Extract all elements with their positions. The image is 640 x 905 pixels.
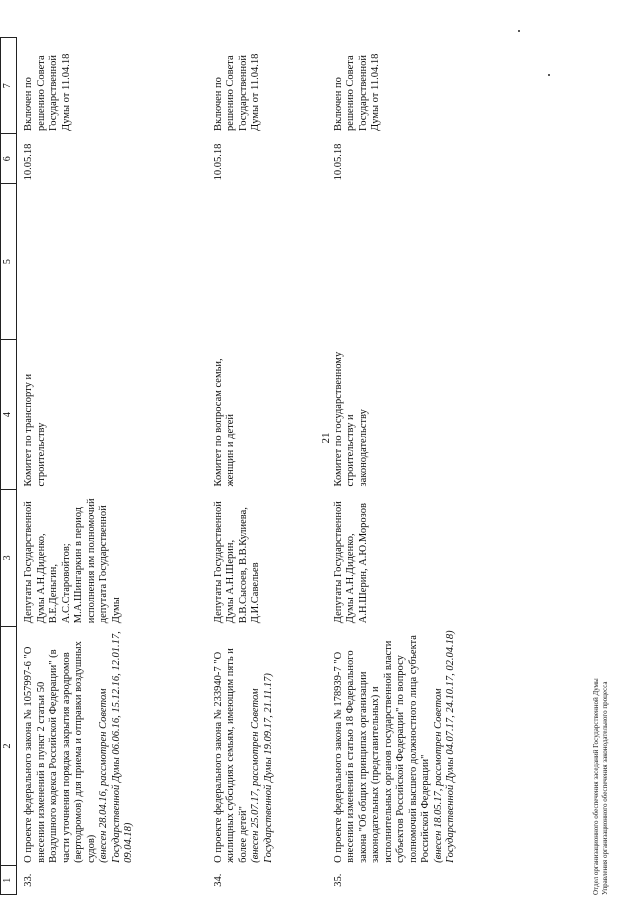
bill-committee: Комитет по вопросам семьи, женщин и детей xyxy=(212,358,236,487)
footer xyxy=(592,335,610,895)
table-row xyxy=(207,38,327,895)
rotated-page xyxy=(0,29,610,905)
bill-note: (внесен 25.07.17, рассмотрен Советом Государственной Думы 19.09.17, 21.11.17) xyxy=(250,673,274,863)
bill-authors: Депутаты Государственной Думы А.Н.Диденко, В.Е.Деньгин, А.С.Старовойтов; М.А.Шингаркин в период исполнения им полномочий депутата Государственной Думы xyxy=(23,498,122,624)
bill-date: 10.05.18 xyxy=(23,143,34,181)
header-col-5: 5 xyxy=(1,183,17,339)
bill-note: (внесен 18.05.17, рассмотрен Советом Государственной Думы 04.07.17, 24.10.17, 02.04.18) xyxy=(432,630,456,863)
bill-status: Включен по решению Совета Государственной Думы от 11.04.18 xyxy=(23,53,72,131)
page-number: 21 xyxy=(320,432,332,444)
bill-status: Включен по решению Совета Государственной Думы от 11.04.18 xyxy=(212,53,261,131)
table-row xyxy=(327,38,507,895)
row-number: 34. xyxy=(212,873,224,887)
bill-committee: Комитет по транспорту и строительству xyxy=(23,373,47,487)
header-col-1: 1 xyxy=(1,866,17,895)
bill-title: О проекте федерального закона № 233940-7 "О жилищных субсидиях семьям, имеющим пять и более детей" xyxy=(212,648,249,863)
bill-authors: Депутаты Государственной Думы А.Н.Диденко, А.Н.Шерин, А.Ю.Морозов xyxy=(332,501,369,624)
bill-committee: Комитет по государственному строительству и законодательству xyxy=(332,351,369,487)
header-col-4: 4 xyxy=(1,340,17,490)
row-number: 33. xyxy=(23,873,34,887)
bills-table xyxy=(0,37,507,895)
header-col-3: 3 xyxy=(1,489,17,626)
bill-title-cell xyxy=(17,626,207,866)
footer-line-1: Отдел организационного обеспечения заседаний Государственной Думы xyxy=(592,678,600,895)
bill-col5 xyxy=(327,183,507,339)
bill-authors: Депутаты Государственной Думы А.Н.Шерин, В.В.Сысоев, В.В.Кулиева, Д.И.Савельев xyxy=(212,501,261,624)
bill-status: Включен по решению Совета Государственной Думы от 11.04.18 xyxy=(332,53,381,131)
bill-title: О проекте федерального закона № 1057997-6 "О внесении изменений в пункт 2 статьи 50 Воздушного кодекса Российской Федерации" (в части уточнения порядка закрытия аэродромов (вертодромов) для приема и отправки воздушных судов) xyxy=(23,641,97,863)
table-row xyxy=(17,38,207,895)
table-header-row xyxy=(1,38,17,895)
row-number: 35. xyxy=(332,873,344,887)
bill-title-cell xyxy=(327,626,507,866)
header-col-6: 6 xyxy=(1,134,17,183)
bill-col5 xyxy=(207,183,327,339)
footer-line-2: Управления организационного обеспечения законодательного процесса xyxy=(601,681,609,895)
bill-col5 xyxy=(17,183,207,339)
bill-title: О проекте федерального закона № 178939-7 "О внесении изменений в статью 18 Федерального закона "Об общих принципах организации законодательных (представительных) и исполнительных органов государственной власти субъектов Российской Федерации" по вопросу полномочий высшего должностного лица субъекта Российской Федерации" xyxy=(332,635,431,863)
bill-title-cell xyxy=(207,626,327,866)
bill-note: (внесен 28.04.16, рассмотрен Советом Государственной Думы 06.06.16, 15.12.16, 12.01.17, 09.04.18) xyxy=(98,631,134,863)
bill-date: 10.05.18 xyxy=(212,143,224,181)
header-col-7: 7 xyxy=(1,38,17,134)
bills-table-wrap xyxy=(0,37,507,895)
bill-date: 10.05.18 xyxy=(332,143,344,181)
header-col-2: 2 xyxy=(1,626,17,866)
